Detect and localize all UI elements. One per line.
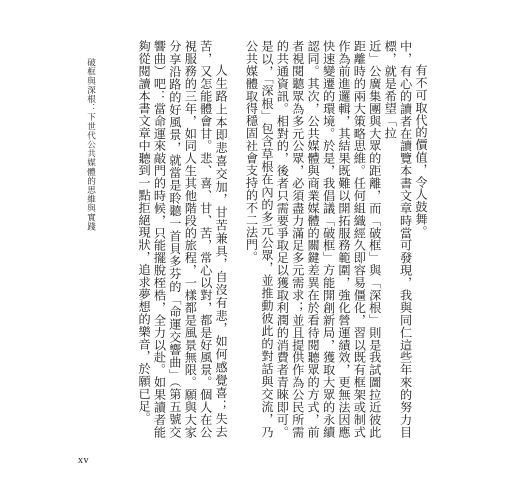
paragraph-life-reflection: 人生路上本即悲喜交加，甘苦兼具，自沒有悲，如何感覺喜；失去苦，又怎能體會甘。悲、喜、甘、苦，常心以對，都是好風景。個人在公視服務的三年，如同人生其他階段的旅程，一樣都是風景無限。願與大家分享沿路的好風景，就當是聆聽一首貝多芬的「命運交響曲」（第五號交響曲）吧：當命運來敲門的時候，只能擺脫桎梏，全力以赴。如果讀者能夠從閱讀本書文章中聽到一點拒絕現狀，追求夢想的樂音，於願已足。 (137, 40, 229, 438)
paragraph-opening-fragment: 中，有心的讀者在讀覽本書文章時當可發現，我與同仁這些年來的努力目標，就是希望「拉 (383, 40, 413, 438)
running-head: 破框與深根：下世代公共媒體的思維與實踐 (85, 58, 96, 231)
paragraph-closing-line: 有不可取代的價值，令人鼓舞。 (414, 64, 428, 238)
page-number: xv (78, 455, 89, 466)
body-text (110, 40, 428, 438)
paragraph-strategy: 近」公廣集團與大眾的距離，而「破框」與「深根」則是我試圖拉近彼此距離時的兩大策略思維。任何組織經久即容易僵化，習以既有框架或制式作為前進邏輯，其結果既難以開拓服務範圍，強化營運績效，更無法因應快速變遷的環境。於是，我倡議「破框」方能開創新局，獲取大眾的永續認同。其次，公共媒體與商業媒體的關鍵差異在於看待閱聽眾的方式，前者視閱聽眾為多元公眾，必須盡力滿足多元需求；並且提供作為公民所需的共通資訊。相對的，後者只需要爭取足以獲取利潤的消費者青睞即可。是以，「深根」包含草根在內的多元公眾，並推動彼此的對話與交流，乃公共媒體取得穩固社會支持的不二法門。 (244, 40, 382, 438)
